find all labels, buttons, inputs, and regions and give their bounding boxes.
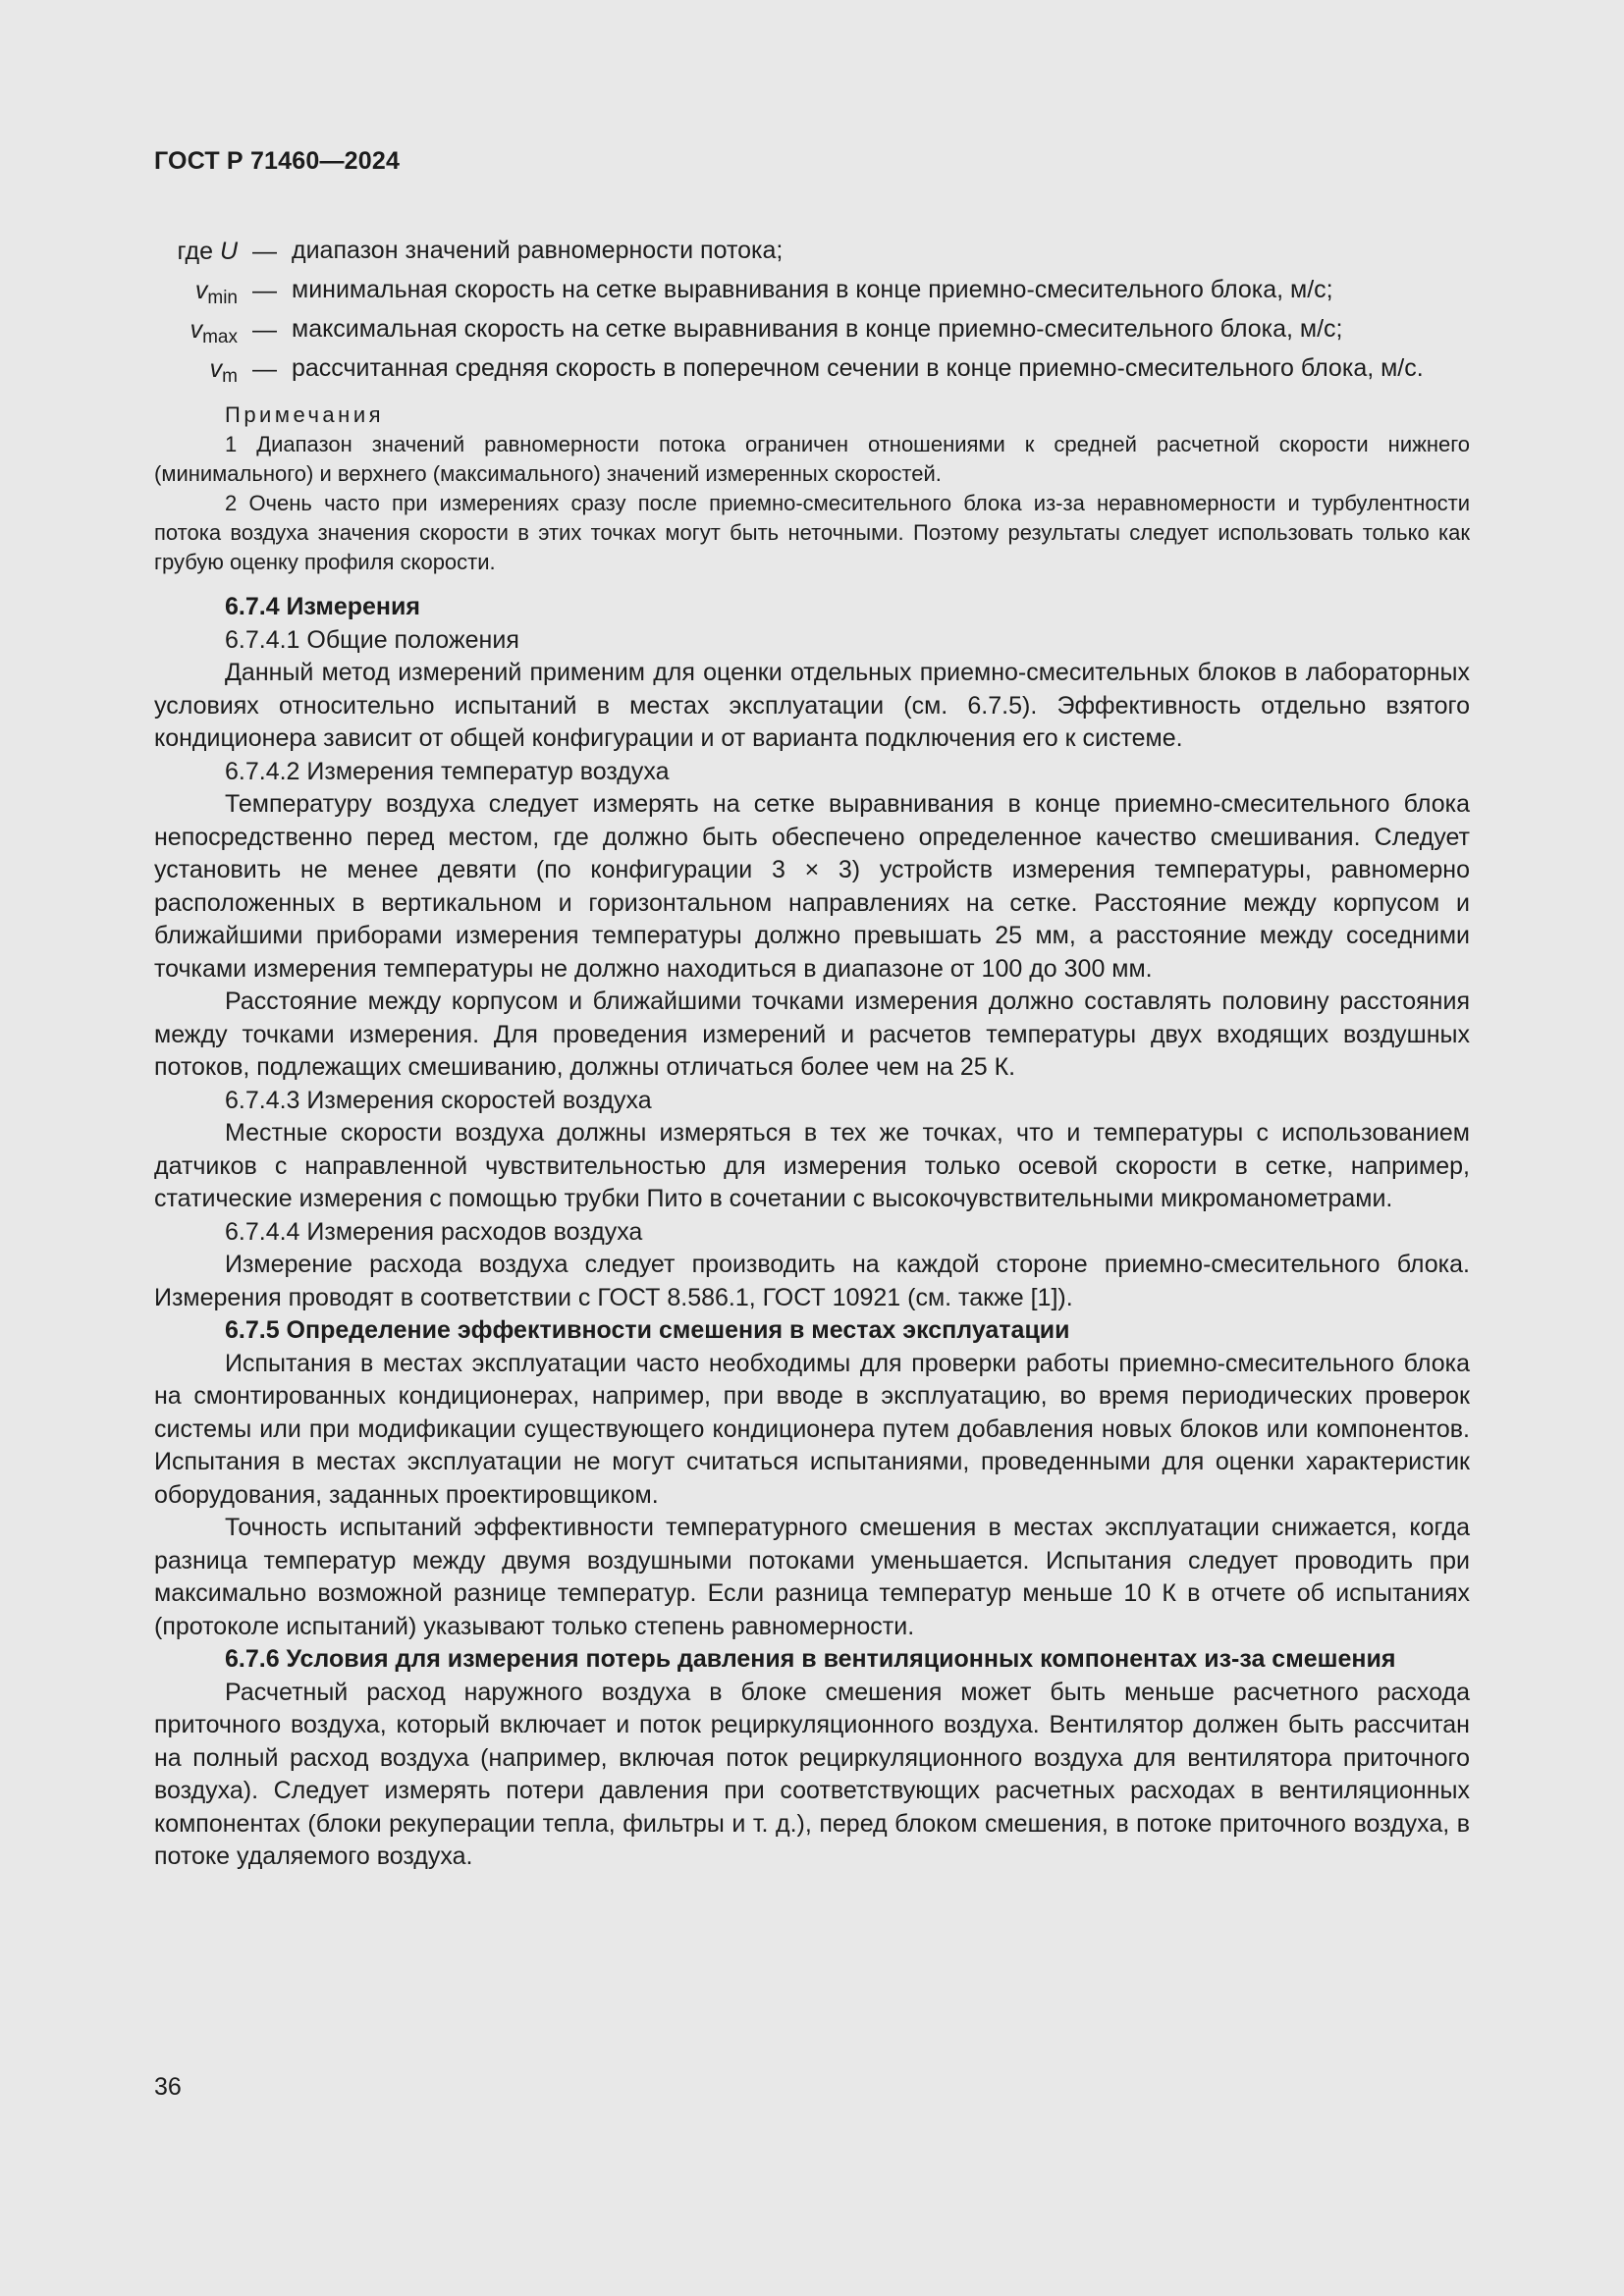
paragraph: Местные скорости воздуха должны измеряться в тех же точках, что и температуры с использованием датчиков с направленной чувствительностью для измерения только осевой скорости в сетке, например, статические измерения с помощью трубки Пито в сочетании с высокочувствительными микроманометрами.: [154, 1119, 1470, 1212]
subsection-heading: 6.7.4.1 Общие положения: [225, 625, 519, 654]
main-text: [154, 591, 1470, 1874]
legend-row: [154, 271, 1470, 310]
legend-description: диапазон значений равномерности потока;: [292, 237, 784, 264]
symbol-letter: v: [209, 355, 223, 383]
symbol-subscript: max: [202, 327, 238, 347]
document-header: ГОСТ Р 71460—2024: [154, 147, 401, 175]
document-body: [154, 232, 1470, 1874]
legend-description: рассчитанная средняя скорость в поперечном сечении в конце приемно-смесительного блока, м/с.: [292, 354, 1424, 382]
paragraph: Данный метод измерений применим для оценки отдельных приемно-смесительных блоков в лабораторных условиях относительно испытаний в местах эксплуатации (см. 6.7.5). Эффективность отдельно взятого кондиционера зависит от общей конфигурации и от варианта подключения его к системе.: [154, 659, 1470, 752]
legend-row: [154, 232, 1470, 271]
symbol-letter: v: [189, 316, 203, 344]
note-item: 1 Диапазон значений равномерности потока ограничен отношениями к средней расчетной скорости нижнего (минимального) и верхнего (максимального) значений измеренных скоростей.: [154, 432, 1470, 486]
legend-symbol: [154, 271, 238, 310]
paragraph: Испытания в местах эксплуатации часто необходимы для проверки работы приемно-смесительного блока на смонтированных кондиционерах, например, при вводе в эксплуатацию, во время периодических проверок системы или при модификации существующего кондиционера путем добавления новых блоков или компонентов. Испытания в местах эксплуатации не могут считаться испытаниями, проведенными для оценки характеристик оборудования, заданных проектировщиком.: [154, 1349, 1470, 1509]
legend-row: [154, 349, 1470, 389]
paragraph: Расстояние между корпусом и ближайшими точками измерения должно составлять половину расстояния между точками измерения. Для проведения измерений и расчетов температуры двух входящих воздушных потоков, подлежащих смешиванию, должны отличаться более чем на 25 К.: [154, 988, 1470, 1081]
note-item: 2 Очень часто при измерениях сразу после приемно-смесительного блока из-за неравномерности и турбулентности потока воздуха значения скорости в этих точках могут быть неточными. Поэтому результаты следует использовать только как грубую оценку профиля скорости.: [154, 491, 1470, 574]
paragraph: Измерение расхода воздуха следует производить на каждой стороне приемно-смесительного блока. Измерения проводят в соответствии с ГОСТ 8.586.1, ГОСТ 10921 (см. также [1]).: [154, 1251, 1470, 1311]
page-number: 36: [154, 2073, 182, 2101]
section-heading: 6.7.6 Условия для измерения потерь давления в вентиляционных компонентах из-за смешения: [225, 1645, 1396, 1673]
legend-row: [154, 310, 1470, 349]
subsection-heading: 6.7.4.4 Измерения расходов воздуха: [225, 1217, 643, 1246]
legend-dash: —: [252, 355, 277, 383]
symbol-letter: v: [194, 277, 208, 304]
symbol-subscript: min: [207, 288, 238, 308]
legend-description: максимальная скорость на сетке выравнивания в конце приемно-смесительного блока, м/с;: [292, 315, 1343, 343]
subsection-heading: 6.7.4.2 Измерения температур воздуха: [225, 757, 670, 785]
legend-dash: —: [252, 238, 277, 265]
section-heading: 6.7.5 Определение эффективности смешения в местах эксплуатации: [225, 1316, 1070, 1344]
notes-title: Примечания: [225, 402, 385, 427]
symbol-letter: U: [219, 238, 238, 265]
legend-symbol: [154, 349, 238, 389]
notes-block: [154, 400, 1470, 577]
symbol-legend: [154, 232, 1470, 389]
symbol-subscript: m: [222, 366, 238, 387]
legend-dash: —: [252, 277, 277, 304]
legend-symbol: [154, 232, 238, 271]
legend-prefix: где: [177, 238, 220, 265]
legend-description: минимальная скорость на сетке выравнивания в конце приемно-смесительного блока, м/с;: [292, 276, 1333, 303]
paragraph: Температуру воздуха следует измерять на сетке выравнивания в конце приемно-смесительного блока непосредственно перед местом, где должно быть обеспечено определенное качество смешивания. Следует установить не менее девяти (по конфигурации 3 × 3) устройств измерения температуры, равномерно расположенных в вертикальном и горизонтальном направлениях на сетке. Расстояние между корпусом и ближайшими приборами измерения температуры должно превышать 25 мм, а расстояние между соседними точками измерения температуры не должно находиться в диапазоне от 100 до 300 мм.: [154, 790, 1470, 983]
paragraph: Точность испытаний эффективности температурного смешения в местах эксплуатации снижается, когда разница температур между двумя воздушными потоками уменьшается. Испытания следует проводить при максимально возможной разнице температур. Если разница температур меньше 10 К в отчете об испытаниях (протоколе испытаний) указывают только степень равномерности.: [154, 1514, 1470, 1640]
paragraph: Расчетный расход наружного воздуха в блоке смешения может быть меньше расчетного расхода приточного воздуха, который включает и поток рециркуляционного воздуха. Вентилятор должен быть рассчитан на полный расход воздуха (например, включая поток рециркуляционного воздуха для вентилятора приточного воздуха). Следует измерять потери давления при соответствующих расчетных расходах в вентиляционных компонентах (блоки рекуперации тепла, фильтры и т. д.), перед блоком смешения, в потоке приточного воздуха, в потоке удаляемого воздуха.: [154, 1678, 1470, 1870]
legend-dash: —: [252, 316, 277, 344]
subsection-heading: 6.7.4.3 Измерения скоростей воздуха: [225, 1086, 652, 1114]
legend-symbol: [154, 310, 238, 349]
section-heading: 6.7.4 Измерения: [225, 593, 420, 620]
